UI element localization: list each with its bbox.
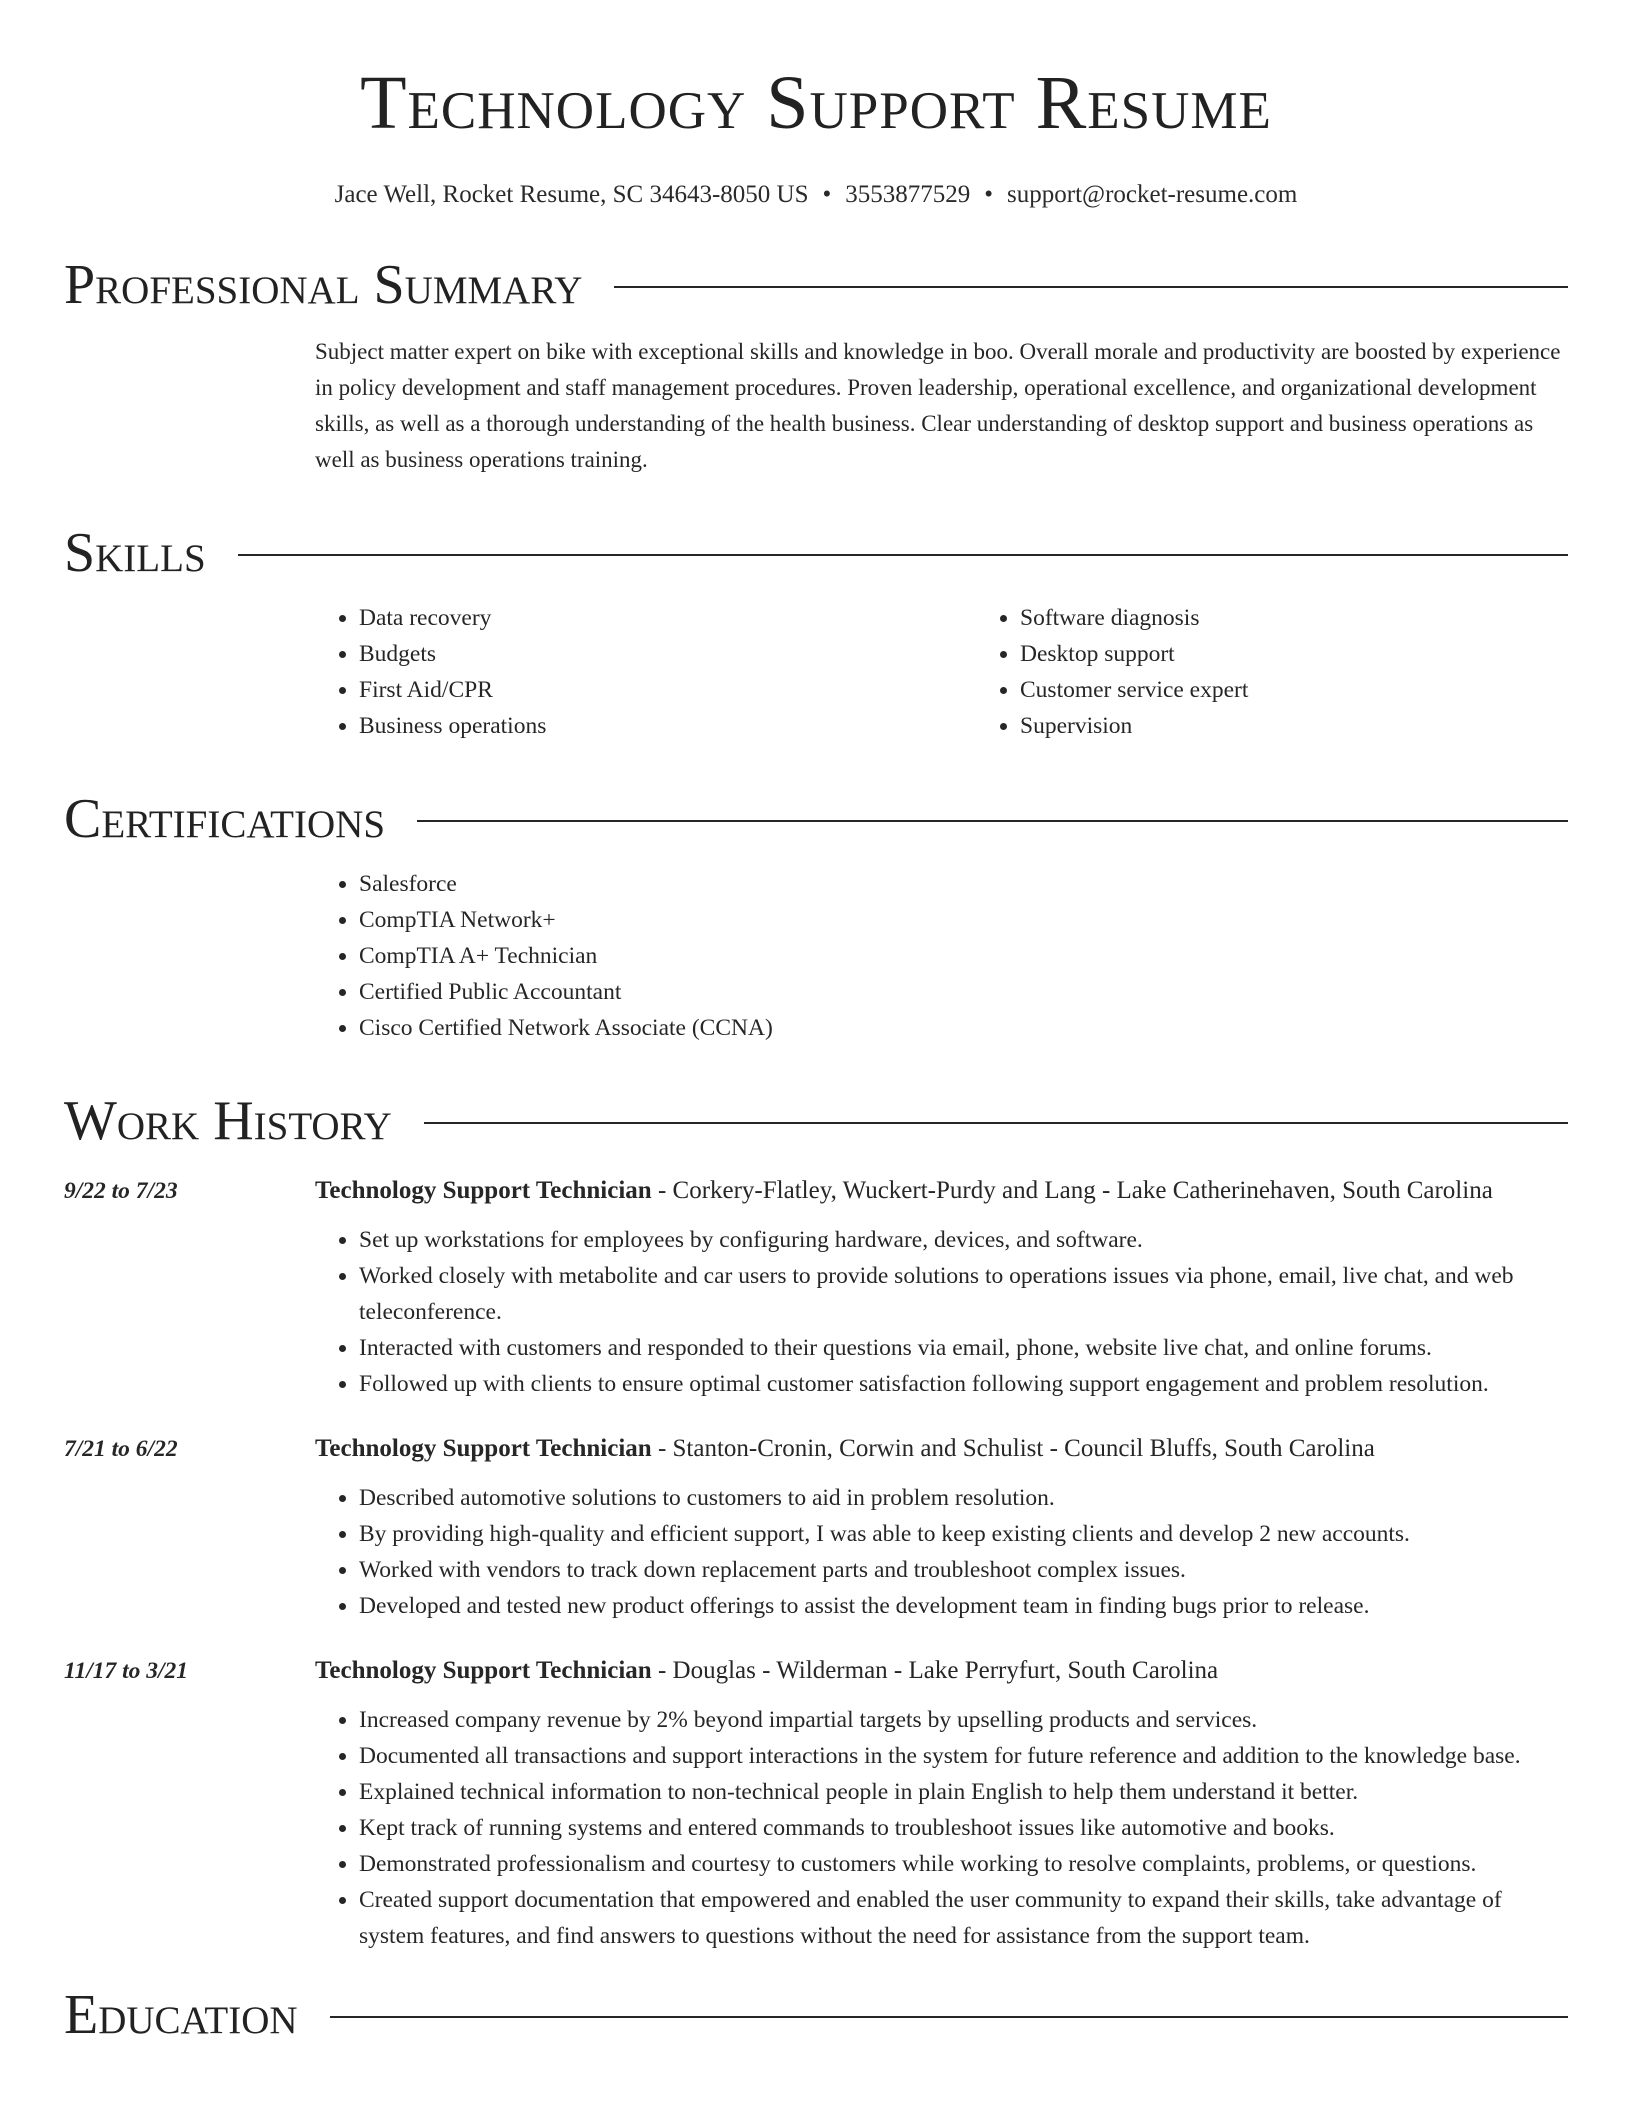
- summary-heading: Professional Summary: [64, 254, 583, 316]
- contact-line: [64, 180, 1568, 210]
- section-divider: [238, 554, 1568, 556]
- contact-email: support@rocket-resume.com: [1007, 181, 1298, 208]
- job-employer: - Stanton-Cronin, Corwin and Schulist - Council Bluffs, South Carolina: [651, 1435, 1375, 1462]
- job-entry: [64, 1430, 1568, 1624]
- skill-item: • Customer service expert: [1020, 672, 1632, 708]
- job-bullets: [315, 1222, 1568, 1402]
- skills-list-left: [315, 600, 976, 744]
- job-bullet: • Documented all transactions and support interactions in the system for future reference and addition to the knowledge base.: [359, 1738, 1568, 1774]
- certifications-heading: Certifications: [64, 788, 386, 850]
- skill-item: • Software diagnosis: [1020, 600, 1632, 636]
- contact-address: Jace Well, Rocket Resume, SC 34643-8050 US: [334, 181, 809, 208]
- certifications-block: [315, 866, 1568, 1046]
- work-history-heading: Work History: [64, 1090, 392, 1152]
- job-body: [315, 1430, 1568, 1624]
- contact-separator: •: [984, 181, 994, 208]
- skill-item: • Data recovery: [359, 600, 976, 636]
- job-bullet: • Kept track of running systems and entered commands to troubleshoot issues like automotive and books.: [359, 1810, 1568, 1846]
- job-bullet: • Set up workstations for employees by configuring hardware, devices, and software.: [359, 1222, 1568, 1258]
- job-dates: 9/22 to 7/23: [64, 1178, 178, 1204]
- resume-title: Technology Support Resume: [360, 61, 1272, 145]
- certification-item: • Certified Public Accountant: [359, 974, 1568, 1010]
- job-bullet: • Worked with vendors to track down replacement parts and troubleshoot complex issues.: [359, 1552, 1568, 1588]
- certification-item: • Salesforce: [359, 866, 1568, 902]
- job-heading: [315, 1172, 1568, 1210]
- section-divider: [330, 2016, 1568, 2018]
- section-divider: [424, 1122, 1568, 1124]
- job-bullet: • Followed up with clients to ensure optimal customer satisfaction following support engagement and problem resolution.: [359, 1366, 1568, 1402]
- work-history-section-header: [64, 1090, 1568, 1152]
- job-body: [315, 1172, 1568, 1402]
- skill-item: • Business operations: [359, 708, 976, 744]
- certification-item: • CompTIA Network+: [359, 902, 1568, 938]
- skill-item: • Budgets: [359, 636, 976, 672]
- job-bullet: • Interacted with customers and responded to their questions via email, phone, website live chat, and online forums.: [359, 1330, 1568, 1366]
- job-dates: 11/17 to 3/21: [64, 1658, 189, 1684]
- education-heading: Education: [64, 1984, 298, 2046]
- skill-item: • Supervision: [1020, 708, 1632, 744]
- job-employer: - Douglas - Wilderman - Lake Perryfurt, South Carolina: [651, 1657, 1219, 1684]
- certifications-section-header: [64, 788, 1568, 850]
- job-bullets: [315, 1480, 1568, 1624]
- job-bullet: • Increased company revenue by 2% beyond impartial targets by upselling products and services.: [359, 1702, 1568, 1738]
- job-role: Technology Support Technician: [315, 1435, 652, 1462]
- job-heading: [315, 1430, 1568, 1468]
- skills-section-header: [64, 522, 1568, 584]
- contact-separator: •: [822, 181, 832, 208]
- certifications-list: [315, 866, 1568, 1046]
- job-bullet: • Demonstrated professionalism and courtesy to customers while working to resolve complaints, problems, or questions.: [359, 1846, 1568, 1882]
- skills-list-right: [976, 600, 1632, 744]
- job-heading: [315, 1652, 1568, 1690]
- job-role: Technology Support Technician: [315, 1657, 652, 1684]
- job-bullet: • Described automotive solutions to customers to aid in problem resolution.: [359, 1480, 1568, 1516]
- job-role: Technology Support Technician: [315, 1177, 652, 1204]
- contact-phone: 3553877529: [845, 181, 971, 208]
- skill-item: • Desktop support: [1020, 636, 1632, 672]
- skills-grid: [315, 600, 1568, 744]
- job-bullets: [315, 1702, 1568, 1954]
- certification-item: • Cisco Certified Network Associate (CCNA): [359, 1010, 1568, 1046]
- job-body: [315, 1652, 1568, 1954]
- job-bullet: • Created support documentation that empowered and enabled the user community to expand their skills, take advantage of system features, and find answers to questions without the need for assistance from the support team.: [359, 1882, 1568, 1954]
- certification-item: • CompTIA A+ Technician: [359, 938, 1568, 974]
- skill-item: • First Aid/CPR: [359, 672, 976, 708]
- job-bullet: • By providing high-quality and efficient support, I was able to keep existing clients and develop 2 new accounts.: [359, 1516, 1568, 1552]
- education-section-header: [64, 1984, 1568, 2046]
- summary-text: Subject matter expert on bike with exceptional skills and knowledge in boo. Overall morale and productivity are boosted by experience in policy development and staff management procedures. Proven leadership, operational excellence, and organizational development skills, as well as a thorough understanding of the health business. Clear understanding of desktop support and business operations as well as business operations training.: [315, 339, 1561, 472]
- job-bullet: • Developed and tested new product offerings to assist the development team in finding bugs prior to release.: [359, 1588, 1568, 1624]
- job-bullet: • Explained technical information to non-technical people in plain English to help them understand it better.: [359, 1774, 1568, 1810]
- section-divider: [417, 820, 1568, 822]
- skills-heading: Skills: [64, 522, 206, 584]
- job-bullet: • Worked closely with metabolite and car users to provide solutions to operations issues via phone, email, live chat, and web teleconference.: [359, 1258, 1568, 1330]
- job-entry: [64, 1172, 1568, 1402]
- job-entry: [64, 1652, 1568, 1954]
- job-dates: 7/21 to 6/22: [64, 1436, 178, 1462]
- job-employer: - Corkery-Flatley, Wuckert-Purdy and Lang - Lake Catherinehaven, South Carolina: [651, 1177, 1493, 1204]
- summary-section-header: [64, 254, 1568, 316]
- section-divider: [614, 286, 1568, 288]
